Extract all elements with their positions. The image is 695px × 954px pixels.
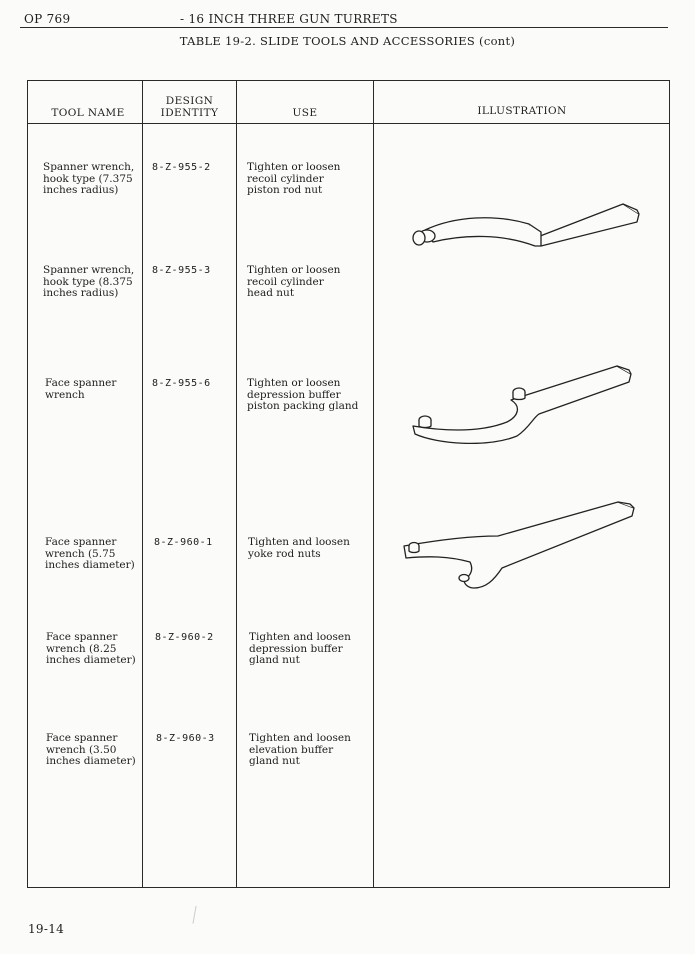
column-divider [142,80,143,888]
design-identity-cell: 8-Z-960-1 [154,537,213,548]
tool-name-cell: Face spanner wrench (3.50 inches diameter) [46,732,136,767]
column-header-illustration: ILLUSTRATION [477,105,567,117]
header-rule [20,27,668,28]
pencil-mark [192,906,198,924]
use-cell: Tighten or loosen depression buffer piston packing gland [247,377,359,412]
tool-name-cell: Spanner wrench, hook type (8.375 inches radius) [43,264,135,299]
column-header-tool-name: TOOL NAME [51,107,125,119]
use-cell: Tighten or loosen recoil cylinder piston rod nut [247,161,341,196]
use-cell: Tighten and loosen yoke rod nuts [248,536,350,560]
use-cell: Tighten and loosen elevation buffer gland nut [249,732,351,767]
use-cell: Tighten or loosen recoil cylinder head nut [247,264,341,299]
column-divider [236,80,237,888]
page-number: 19-14 [28,922,65,936]
tool-name-cell: Spanner wrench, hook type (7.375 inches radius) [43,161,135,196]
column-divider [373,80,374,888]
column-header-design-identity: DESIGN IDENTITY [160,95,219,119]
tool-name-cell: Face spanner wrench [45,377,117,401]
hook-spanner-wrench-icon [405,196,641,258]
tool-name-cell: Face spanner wrench (8.25 inches diameter) [46,631,136,666]
document-title: - 16 INCH THREE GUN TURRETS [180,12,398,26]
design-identity-cell: 8-Z-955-2 [152,162,211,173]
face-spanner-wrench-icon [407,360,637,444]
design-identity-cell: 8-Z-955-3 [152,265,211,276]
column-header-use: USE [292,107,318,119]
design-identity-cell: 8-Z-960-2 [155,632,214,643]
use-cell: Tighten and loosen depression buffer gland nut [249,631,351,666]
document-number: OP 769 [24,12,71,26]
table-title: TABLE 19-2. SLIDE TOOLS AND ACCESSORIES (cont) [179,34,516,48]
tool-name-cell: Face spanner wrench (5.75 inches diameter) [45,536,135,571]
design-identity-cell: 8-Z-960-3 [156,733,215,744]
design-identity-cell: 8-Z-955-6 [152,378,211,389]
header-divider [27,123,670,124]
face-spanner-wrench-long-icon [398,496,638,594]
